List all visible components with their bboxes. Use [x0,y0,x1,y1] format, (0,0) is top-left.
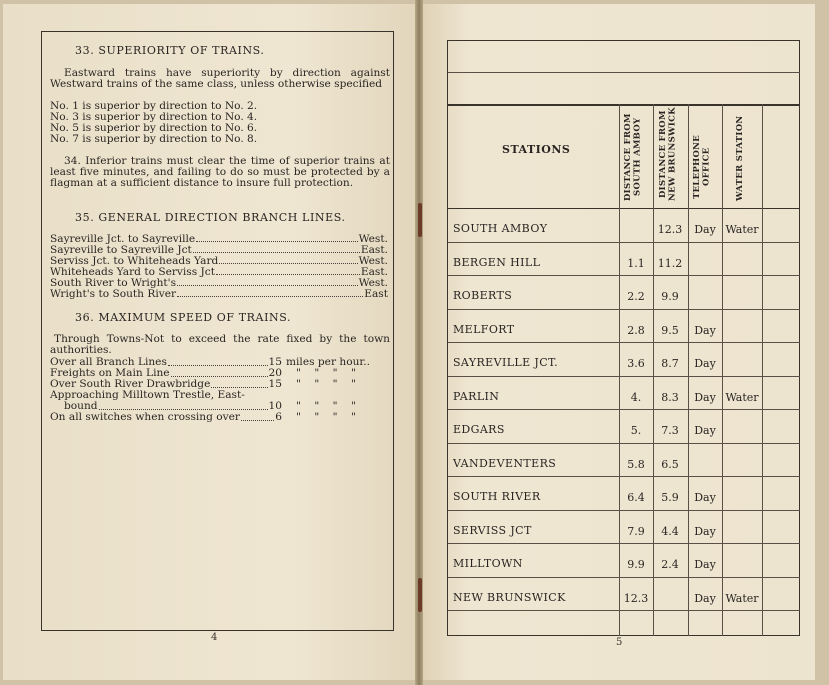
station-name: MILLTOWN [453,557,523,570]
station-name: SERVISS JCT [453,524,532,537]
speed-value: 15 [268,356,282,368]
speed-limits-list [50,357,390,423]
header-line: NEW BRUNSWICK [667,107,678,201]
row-divider [448,409,800,410]
distance-from-south-amboy: 4. [630,391,642,404]
direction-value: West. [358,233,388,245]
station-name: SOUTH AMBOY [453,222,548,235]
section-33-rules [50,101,390,145]
water-station: Water [725,391,759,404]
speed-value: 20 [268,367,282,379]
staple-bottom [418,578,422,612]
row-divider [448,342,800,343]
section-36-heading: 36. MAXIMUM SPEED OF TRAINS. [75,311,292,324]
speed-label: Over South River Drawbridge [50,378,211,390]
route-label: Sayreville to Sayreville Jct [50,244,192,256]
col-divider [722,104,723,636]
water-station: Water [725,592,759,605]
row-divider [448,242,800,243]
telephone-office: Day [694,223,716,236]
section-34-paragraph: 34. Inferior trains must clear the time of superior trains at least five minutes, and failing to do so must be protected by a flagman at a sufficient distance to insure full protection. [50,155,390,189]
speed-unit: " " " " [296,400,356,412]
distance-from-south-amboy: 2.8 [627,324,645,337]
distance-from-south-amboy: 5.8 [627,458,645,471]
distance-from-south-amboy: 1.1 [627,257,645,270]
speed-label: On all switches when crossing over [50,411,240,423]
speed-unit: miles per hour.. [286,356,371,368]
branch-directions-list [50,234,388,300]
speed-unit: " " " " [296,411,356,423]
rule-line: No. 3 is superior by direction to No. 4. [50,111,258,123]
direction-value: East. [360,266,388,278]
south-amboy-distance-header [624,112,643,202]
rule-line: No. 1 is superior by direction to No. 2. [50,100,258,112]
header-line: OFFICE [701,147,712,187]
table-top-rule [448,72,800,73]
distance-from-south-amboy: 3.6 [627,357,645,370]
direction-value: East [364,288,388,300]
telephone-office: Day [694,324,716,337]
distance-from-new-brunswick: 9.9 [661,290,679,303]
telephone-office: Day [694,357,716,370]
row-divider [448,476,800,477]
section-36-paragraph: Through Towns-Not to exceed the rate fixed by the town authorities. [50,333,390,356]
distance-from-new-brunswick: 8.7 [661,357,679,370]
section-35-heading: 35. GENERAL DIRECTION BRANCH LINES. [75,211,346,224]
station-name: NEW BRUNSWICK [453,591,566,604]
new-brunswick-distance-header [659,106,678,202]
route-label: Wright's to South River [50,288,177,300]
header-line: SOUTH AMBOY [632,117,643,197]
rule-line: No. 5 is superior by direction to No. 6. [50,122,258,134]
direction-value: East. [360,244,388,256]
station-name: SOUTH RIVER [453,490,541,503]
section-33-heading: 33. SUPERIORITY OF TRAINS. [75,44,265,57]
distance-from-new-brunswick: 7.3 [661,424,679,437]
section-33-paragraph: Eastward trains have superiority by direction against Westward trains of the same class, unless otherwise specified [50,67,390,90]
speed-label: bound [64,400,98,412]
station-name: MELFORT [453,323,515,336]
row-divider [448,275,800,276]
row-divider [448,443,800,444]
telephone-office-header [693,132,712,202]
distance-from-new-brunswick: 12.3 [657,223,683,236]
header-line: DISTANCE FROM [623,113,633,201]
row-divider [448,510,800,511]
right-page-number: 5 [616,637,623,648]
direction-value: West. [358,255,388,267]
row-divider [448,577,800,578]
distance-from-new-brunswick: 11.2 [657,257,683,270]
row-divider [448,610,800,611]
table-header-rule-bottom [448,208,800,209]
direction-value: West. [358,277,388,289]
telephone-office: Day [694,391,716,404]
distance-from-south-amboy: 5. [630,424,642,437]
col-divider [653,104,654,636]
telephone-office: Day [694,491,716,504]
speed-value: 15 [268,378,282,390]
station-name: EDGARS [453,423,505,436]
speed-unit: " " " " [296,367,356,379]
header-line: TELEPHONE [692,134,702,200]
stations-column-header: STATIONS [502,143,571,156]
speed-value: 10 [268,400,282,412]
station-name: SAYREVILLE JCT. [453,356,559,369]
distance-from-new-brunswick: 4.4 [661,525,679,538]
distance-from-south-amboy: 6.4 [627,491,645,504]
station-name: VANDEVENTERS [453,457,557,470]
telephone-office: Day [694,424,716,437]
distance-from-south-amboy: 9.9 [627,558,645,571]
direction-row [50,289,388,300]
distance-from-new-brunswick: 5.9 [661,491,679,504]
distance-from-new-brunswick: 2.4 [661,558,679,571]
header-line: DISTANCE FROM [658,110,668,198]
water-station-header [736,114,746,202]
station-name: BERGEN HILL [453,256,541,269]
route-label: Serviss Jct. to Whiteheads Yard [50,255,219,267]
distance-from-new-brunswick: 9.5 [661,324,679,337]
speed-row [50,412,390,423]
table-header-rule-top [448,104,800,106]
telephone-office: Day [694,592,716,605]
speed-value: 6 [275,411,282,423]
route-label: Sayreville Jct. to Sayreville [50,233,196,245]
left-page-number: 4 [211,632,218,643]
distance-from-south-amboy: 2.2 [627,290,645,303]
station-name: ROBERTS [453,289,513,302]
distance-from-south-amboy: 7.9 [627,525,645,538]
route-label: South River to Wright's [50,277,177,289]
telephone-office: Day [694,525,716,538]
speed-unit: " " " " [296,378,356,390]
speed-label: Approaching Milltown Trestle, East- [50,389,245,401]
speed-label: Over all Branch Lines [50,356,167,368]
col-divider [688,104,689,636]
col-divider [619,104,620,636]
staple-top [418,203,422,237]
header-line: WATER STATION [735,115,745,201]
rule-line: No. 7 is superior by direction to No. 8. [50,133,258,145]
row-divider [448,543,800,544]
col-divider [762,104,763,636]
speed-label: Freights on Main Line [50,367,170,379]
distance-from-south-amboy: 12.3 [623,592,649,605]
water-station: Water [725,223,759,236]
distance-from-new-brunswick: 8.3 [661,391,679,404]
row-divider [448,376,800,377]
row-divider [448,309,800,310]
telephone-office: Day [694,558,716,571]
route-label: Whiteheads Yard to Serviss Jct [50,266,215,278]
station-name: PARLIN [453,390,500,403]
distance-from-new-brunswick: 6.5 [661,458,679,471]
